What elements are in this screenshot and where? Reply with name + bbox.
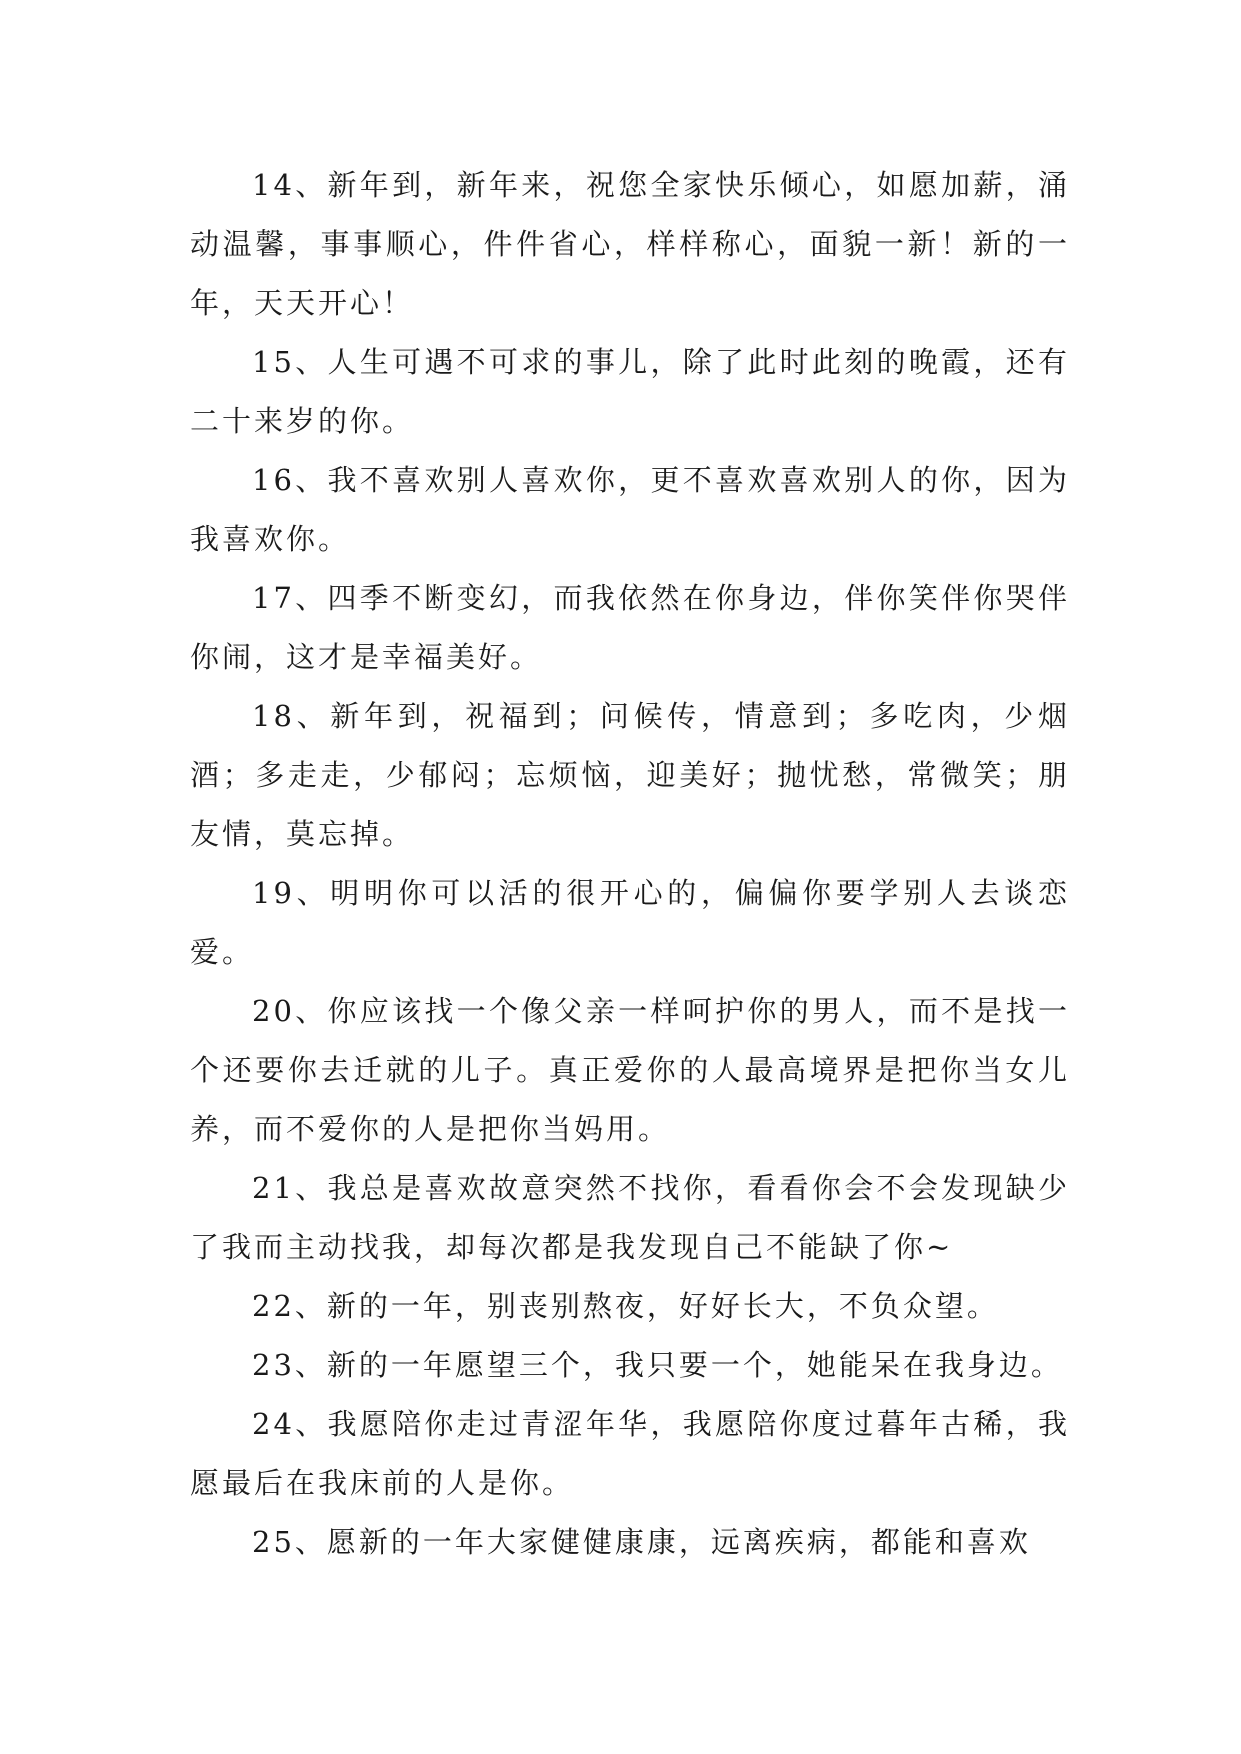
paragraph-22: 22、新的一年，别丧别熬夜，好好长大，不负众望。 — [252, 1289, 999, 1323]
paragraph-25: 25、愿新的一年大家健健康康，远离疾病，都能和喜欢 — [252, 1525, 1031, 1559]
paragraph-15: 15、人生可遇不可求的事儿，除了此时此刻的晚霞，还有二十来岁的你。 — [190, 345, 1070, 438]
paragraph-23: 23、新的一年愿望三个，我只要一个，她能呆在我身边。 — [252, 1348, 1063, 1382]
paragraph-17: 17、四季不断变幻，而我依然在你身边，伴你笑伴你哭伴你闹，这才是幸福美好。 — [190, 581, 1070, 674]
paragraph-16: 16、我不喜欢别人喜欢你，更不喜欢喜欢别人的你，因为我喜欢你。 — [190, 463, 1070, 556]
document-body — [190, 156, 1070, 1572]
paragraph-20: 20、你应该找一个像父亲一样呵护你的男人，而不是找一个还要你去迁就的儿子。真正爱你的人最高境界是把你当女儿养，而不爱你的人是把你当妈用。 — [190, 994, 1070, 1146]
paragraph-21: 21、我总是喜欢故意突然不找你，看看你会不会发现缺少了我而主动找我，却每次都是我发现自己不能缺了你~ — [190, 1171, 1070, 1264]
paragraph-24: 24、我愿陪你走过青涩年华，我愿陪你度过暮年古稀，我愿最后在我床前的人是你。 — [190, 1407, 1070, 1500]
paragraph-18: 18、新年到，祝福到；问候传，情意到；多吃肉，少烟酒；多走走，少郁闷；忘烦恼，迎美好；抛忧愁，常微笑；朋友情，莫忘掉。 — [190, 699, 1070, 851]
paragraph-14: 14、新年到，新年来，祝您全家快乐倾心，如愿加薪，涌动温馨，事事顺心，件件省心，样样称心，面貌一新！新的一年，天天开心！ — [190, 168, 1070, 320]
paragraph-19: 19、明明你可以活的很开心的，偏偏你要学别人去谈恋爱。 — [190, 876, 1070, 969]
